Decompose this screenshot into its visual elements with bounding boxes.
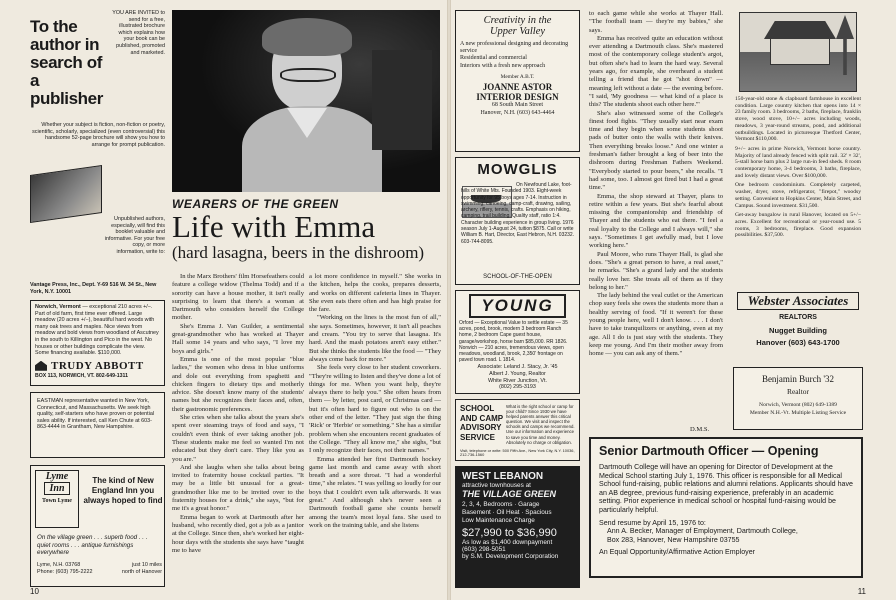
ad-eastman	[30, 392, 165, 458]
lyme-phone: Phone: (603) 795-2222	[37, 569, 93, 575]
village-bullet: Garage	[518, 501, 540, 508]
paragraph: She feels very close to her student coworkers. "They're willing to listen and they've done a lot of things for me. When you want help, they're always there to help you." She often hears from them — by letter, post card, or Christmas card — but it's often hard to figure out who is on the other end of the letter. "They just sign the thing 'Rick' or 'Herbie' or something." She has a similar problem when she encounters recent graduates of the College. "They all know me," she sighs, "but I only recognize their faces, not their names."	[309, 364, 441, 455]
paragraph: She's Emma J. Van Guilder, a sentimental great-grandmother who has worked at Thayer Hall some 14 years and who says, "I love my boys and girls."	[172, 322, 304, 355]
village-phone: (603) 298-5051	[462, 546, 506, 553]
listing: 150-year-old stone & clapboard farmhouse in excellent condition. Large country kitchen that opens into 14 × 23 family room. 3 bedrooms, 2 baths, fireplace, franklin stove, wood stove, 10+/− acres including woods, meadows, 3 year-round streams, pond, and additional outbuildings. Located in picturesque Thetford Center, Vermont $110,000.	[735, 96, 861, 143]
village-bullet: Basement	[462, 509, 491, 516]
trudy-name: TRUDY ABBOTT	[51, 359, 144, 372]
page-number-right: 11	[857, 587, 866, 596]
photo-emma	[172, 10, 440, 192]
lyme-headline: The kind of New England Inn you always hoped to find	[83, 476, 163, 505]
article-col-2	[309, 273, 441, 593]
joanne-addr2: Hanover, N.H. (603) 643-4464	[480, 109, 555, 116]
book-image	[30, 165, 102, 223]
paragraph: And she laughs when she talks about being invited to fraternity house cocktail parties. "It may be a little bit unusual for a great-grandmother like me to be invited over to the fraternity houses for a drink," she says, "but for me it's a great honor."	[172, 463, 304, 513]
paragraph: to each game while she works at Thayer Hall. "The football team — they're my babies," she says.	[589, 10, 723, 34]
webster-realtors: REALTORS	[779, 314, 817, 321]
burch-role: Realtor	[786, 387, 810, 396]
ad-young	[455, 290, 580, 394]
trudy-text: — exceptional 210 acres +/−. Part of old farm, first time ever offered. Large meadow (20 acres +/−), beautiful hard woods with many oak trees and maples. Nice views from meadow and bold views from woodland of Ascutney in the south to Killington and Pico in the west. No houses or other buildings complicate the view. Some financing available. $110,000.	[35, 304, 159, 357]
webster-logo: Webster Associates	[737, 292, 859, 310]
young-name: Albert J. Young, Realtor	[489, 371, 546, 378]
joanne-head1: Creativity in the	[483, 15, 552, 26]
village-bullet: Low Maintenance Charge	[462, 517, 535, 524]
paragraph: Paul Moore, who runs Thayer Hall, is glad she does. "She's a great person to have, a real asset," he remarks. "She's a grand lady and the students really love her. She treats all of them as if they belong to her."	[589, 250, 723, 291]
paragraph: a lot more confidence in myself." She works in the kitchen, helps the cooks, prepares desserts, and works on different cafeteria lines in Thayer. She even eats there often and has high praise for the fare.	[309, 273, 441, 314]
article-subtitle: (hard lasagna, beers in the dishroom)	[172, 243, 425, 262]
paragraph: The lady behind the veal cutlet or the American chop suey feels she owes the students more than a healthy serving of food. "If it weren't for these young people here, well I don't know. . . . I don't have to take tranquilizers or anything, even at my age. All I do is just stay with the students. They keep me young. And I'm their mother away from home — you can ask any of them."	[589, 292, 723, 358]
village-by: by S.M. Development Corporation	[462, 553, 559, 560]
camp-title: SCHOOL AND CAMP ADVISORY SERVICE	[460, 404, 503, 442]
ad-trudy-abbott	[30, 300, 165, 386]
village-down: As low as $1,400 downpayment	[462, 539, 553, 546]
young-phone: (802) 295-3193	[499, 384, 536, 391]
joanne-bullet: Residential and commercial	[460, 55, 527, 62]
lyme-dist: just 10 miles	[132, 562, 162, 568]
joanne-head2: Upper Valley	[489, 26, 546, 37]
ad-address: Vantage Press, Inc., Dept. Y-69 516 W. 34 St., New York, N.Y. 10001	[30, 282, 157, 295]
lyme-addr: Lyme, N.H. 03768	[37, 562, 81, 568]
paragraph: She cries when she talks about the years she's spent over steaming trays of food and says, "I couldn't even think of ever taking another job. These students make me feel so wanted I'm not educated but they don't care. They like you as you are."	[172, 414, 304, 463]
trudy-lead: Norwich, Vermont	[35, 304, 81, 310]
joanne-addr1: 68 South Main Street	[491, 102, 544, 109]
ad-body: Whether your subject is fiction, non-fiction or poetry, scientific, scholarly, specialized (even controversial) this handsome 52-page brochure will show you how to arrange for prompt publication.	[32, 122, 165, 148]
joanne-name1: JOANNE ASTOR	[482, 82, 553, 93]
page-gutter	[447, 0, 451, 600]
paragraph: In the Marx Brothers' film Horsefeathers could feature a college widow (Thelma Todd) and if a sorority can have a house mother, it isn't really surprising to learn that there's a woman at Dartmouth who considers herself the College mother.	[172, 273, 304, 322]
officer-send: Send resume by April 15, 1976 to:	[599, 518, 706, 527]
officer-addr2: Box 283, Hanover, New Hampshire 03755	[607, 535, 740, 544]
young-place: White River Junction, Vt.	[487, 377, 548, 384]
article-col-1	[172, 273, 304, 593]
lyme-dir: north of Hanover	[121, 569, 162, 575]
webster-phone: Hanover (603) 643-1700	[756, 338, 840, 347]
paragraph: She's also witnessed some of the College's finest food fights. "They usually start near exam time and they begin when some students shoot pads of butter onto the walls with their knives. Then everything breaks loose." And one winter a freshman's father brought a keg of beer into the dishroom during Freshman Fathers Weekend. "Everybody started to pour beers," she recalls. "I had some, too. I almost got fired but I had a great time."	[589, 109, 723, 192]
camp-text: What is the right school or camp for your child? Since 1930 we have helped parents answer this critical question. We visit and inspect the schools and camps we recommend. Use our information and experience to save you time and money. Absolutely no charge or obligation.	[506, 404, 575, 445]
paragraph: "Working on the lines is the most fun of all," she says. Sometimes, however, it isn't all peaches and cream. "You try to serve that lasagna. It's hard. And the mash potatoes aren't easy either." But she thinks the students like the food — "They always come back for more."	[309, 314, 441, 363]
webster-bldg: Nugget Building	[769, 326, 827, 335]
ad-top-text: YOU ARE INVITED to send for a free, illustrated brochure which explains how your book can be published, promoted and marketed.	[112, 10, 165, 56]
young-logo: YOUNG	[469, 294, 566, 318]
ad-lyme-inn	[30, 465, 165, 587]
ad-headline: To the author in search of a publisher	[30, 17, 103, 108]
ad-school-camp	[455, 399, 580, 461]
village-bullet: 2, 3, 4, Bedrooms	[462, 501, 513, 508]
mowglis-title: MOWGLIS	[477, 161, 558, 178]
joanne-bullet: A new professional designing and decorating service	[460, 41, 569, 55]
officer-body: Dartmouth College will have an opening for Director of Development at the Medical School starting July 1, 1976. This officer is responsible for all Medical School fund-raising, public relations and alumni relations. Applicants should have an AB degree, previous fund-raising experience, preferably in an academic setting. Prior experience in medical school or hospital fund-raising would be particularly helpful.	[599, 463, 853, 514]
paragraph: Emma attended her first Dartmouth hockey game last month and came away with short breath and a sore throat. "I had a wonderful time," she relates. "I was yelling so loudly for our boys that I couldn't even talk afterwards. It was great." And although she's never seen a Dartmouth football game she counts herself among the team's most loyal fans. She used to work on the training table, and she listens	[309, 455, 441, 529]
ad-mowglis	[455, 157, 580, 285]
village-price: $27,990 to $36,990	[462, 527, 557, 539]
ad-village-green: WEST LEBANON attractive townhouses at THE VILLAGE GREEN 2, 3, 4, Bedrooms · Garage Basement · Oil Heat · Spacious Low Maintenance Charge $27,990 to $36,990 As low as $1,400 downpayment (603) 298-5051 by S.M. Development Corporation	[455, 466, 580, 588]
listing: Get-away bungalow in rural Hanover, located on 5+/− acres. Excellent for recreational or year-round use. 5 rooms, 3 bedrooms, fireplace. Good expansion possibilities. $37,500.	[735, 212, 861, 239]
paragraph: Emma, the shop steward at Thayer, plans to retire within a few years. But she's fearful about missing the companionship and friendship of Thayer and the students who eat there. "I feel a real loyalty to the College and I always will," she says. "Sometimes I get awfully mad, but I love working here."	[589, 192, 723, 250]
paragraph: Emma is one of the most popular "blue ladies," the women who dress in blue uniforms and dole out everything from spaghetti and chicken fingers to dietary tips and motherly advice. She doesn't know many of the students' names but she recognizes their faces and, often, their gastronomic preferences.	[172, 355, 304, 413]
village-head1: WEST LEBANON	[462, 471, 544, 482]
article-title: Life with Emma	[172, 209, 376, 244]
listing: One bedroom condominium. Completely carpeted, washer, dryer, stove, refrigerator, "firepot," woodsy setting. Convenient to Hopkins Center, Main Street, and Campus. Sound investment. $31,500.	[735, 182, 861, 209]
young-assoc: Associate: Leland J. Stacy, Jr. '45	[477, 364, 558, 371]
lyme-italic: On the village green . . . superb food . . . quiet rooms . . . antique furnishings everywhere	[37, 534, 148, 557]
house-photo	[739, 12, 857, 92]
lyme-logo: Lyme Inn Town Lyme	[35, 470, 79, 528]
village-bullet: Oil Heat	[496, 509, 520, 516]
village-head2: attractive townhouses at	[462, 482, 531, 489]
paragraph: Emma has received quite an education without ever attending a Dartmouth class. She's mastered most of the contemporary college student's argot, but often she's had to learn the hard way. Several years ago, for example, she overheard a student telling a friend that he got "shot down" — meaning left without a date — the evening before. "I said, 'My goodness — what kind of a place is this? The students shoot each other here.'"	[589, 34, 723, 109]
house-logo-icon	[35, 361, 47, 371]
burch-name: Benjamin Burch '32	[761, 374, 835, 384]
joanne-member: Member A.B.T.	[500, 73, 535, 80]
ad-webster-associates	[733, 10, 863, 360]
burch-member: Member N.H.-Vt. Multiple Listing Service	[749, 410, 847, 416]
young-text: Orford — Exceptional Value to settle estate — 35 acres, pond, brook, modern 3 bedroom Ranch home, 2 bedroom Cape guest house, garage/workshop, horse barn $85,000. RR 1826. Norwich — 210 acres, tremendous views, open meadows, woodland, brook, 2,350' frontage on paved town road. L 1814.	[459, 320, 568, 364]
ad-joanne-astor	[455, 10, 580, 152]
ad-side-text: Unpublished authors, especially, will find this booklet valuable and informative. For your free copy, or more information, write to:	[104, 216, 165, 255]
village-head3: THE VILLAGE GREEN	[462, 489, 557, 499]
byline: D.M.S.	[690, 426, 710, 433]
article-kicker: WEARERS OF THE GREEN	[172, 197, 339, 211]
listing: 9+/− acres in prime Norwich, Vermont horse country. Majority of land already fenced with split rail. 32' × 32', 5-stall horse barn plus 2 large run-in feed sheds. 8 room contemporary home, 3-4 bedrooms, 3 baths, fireplace, and lovely distant views. Over $100,000.	[735, 145, 861, 179]
camp-footer: Visit, telephone or write: 500 Fifth Ave., New York City, N.Y. 10036, 212-736-1560	[460, 447, 575, 458]
trudy-address: BOX 113, NORWICH, VT. 802-649-1311	[35, 372, 129, 379]
ad-senior-officer	[589, 437, 863, 578]
village-bullet: Spacious	[525, 509, 552, 516]
ad-benjamin-burch	[733, 367, 863, 430]
officer-eeo: An Equal Opportunity/Affirmative Action Employer	[599, 548, 756, 557]
burch-phone: Norwich, Vermont (802) 649-1389	[759, 402, 837, 408]
page-number-left: 10	[30, 587, 39, 596]
mowglis-text: On Newfound Lake, foot-hills of White Mts. Founded 1903. Eight-week opportunity for 95 boys ages 7-14. Instruction in swimming, canoeing, camp-craft, drawing, sailing, archery, riflery, tennis, crafts. Emphasis on hiking, camping, trail building. Quality staff, ratio 1:4. Character building experience in group living. 1976 season July 1-August 24, tuition $875. Call or write William B. Hart, Director, East Hebron, N.H. 03232. 603-744-8095.	[461, 182, 575, 245]
ad-vantage-press	[30, 10, 165, 296]
paragraph: Emma began to work at Dartmouth after her husband, who recently died, got a job as a janitor at the College. Since then, she's worked her eight-hour days with the students she says have "taught me to have	[172, 513, 304, 554]
joanne-bullet: Interiors with a fresh new approach	[460, 62, 546, 69]
mowglis-footer: SCHOOL-OF-THE-OPEN	[483, 273, 552, 280]
article-col-3	[589, 10, 723, 430]
officer-addr1: Ann A. Becker, Manager of Employment, Dartmouth College,	[607, 527, 798, 536]
joanne-name2: INTERIOR DESIGN	[476, 92, 559, 103]
officer-title: Senior Dartmouth Officer — Opening	[599, 444, 819, 458]
eastman-text: EASTMAN representative wanted in New York, Connecticut, and Massachusetts. We seek high quality, self-starters who have proven or potential sales ability. If interested, call Ken Chute at 603-863-4444 in Grantham, New Hampshire.	[37, 398, 155, 431]
